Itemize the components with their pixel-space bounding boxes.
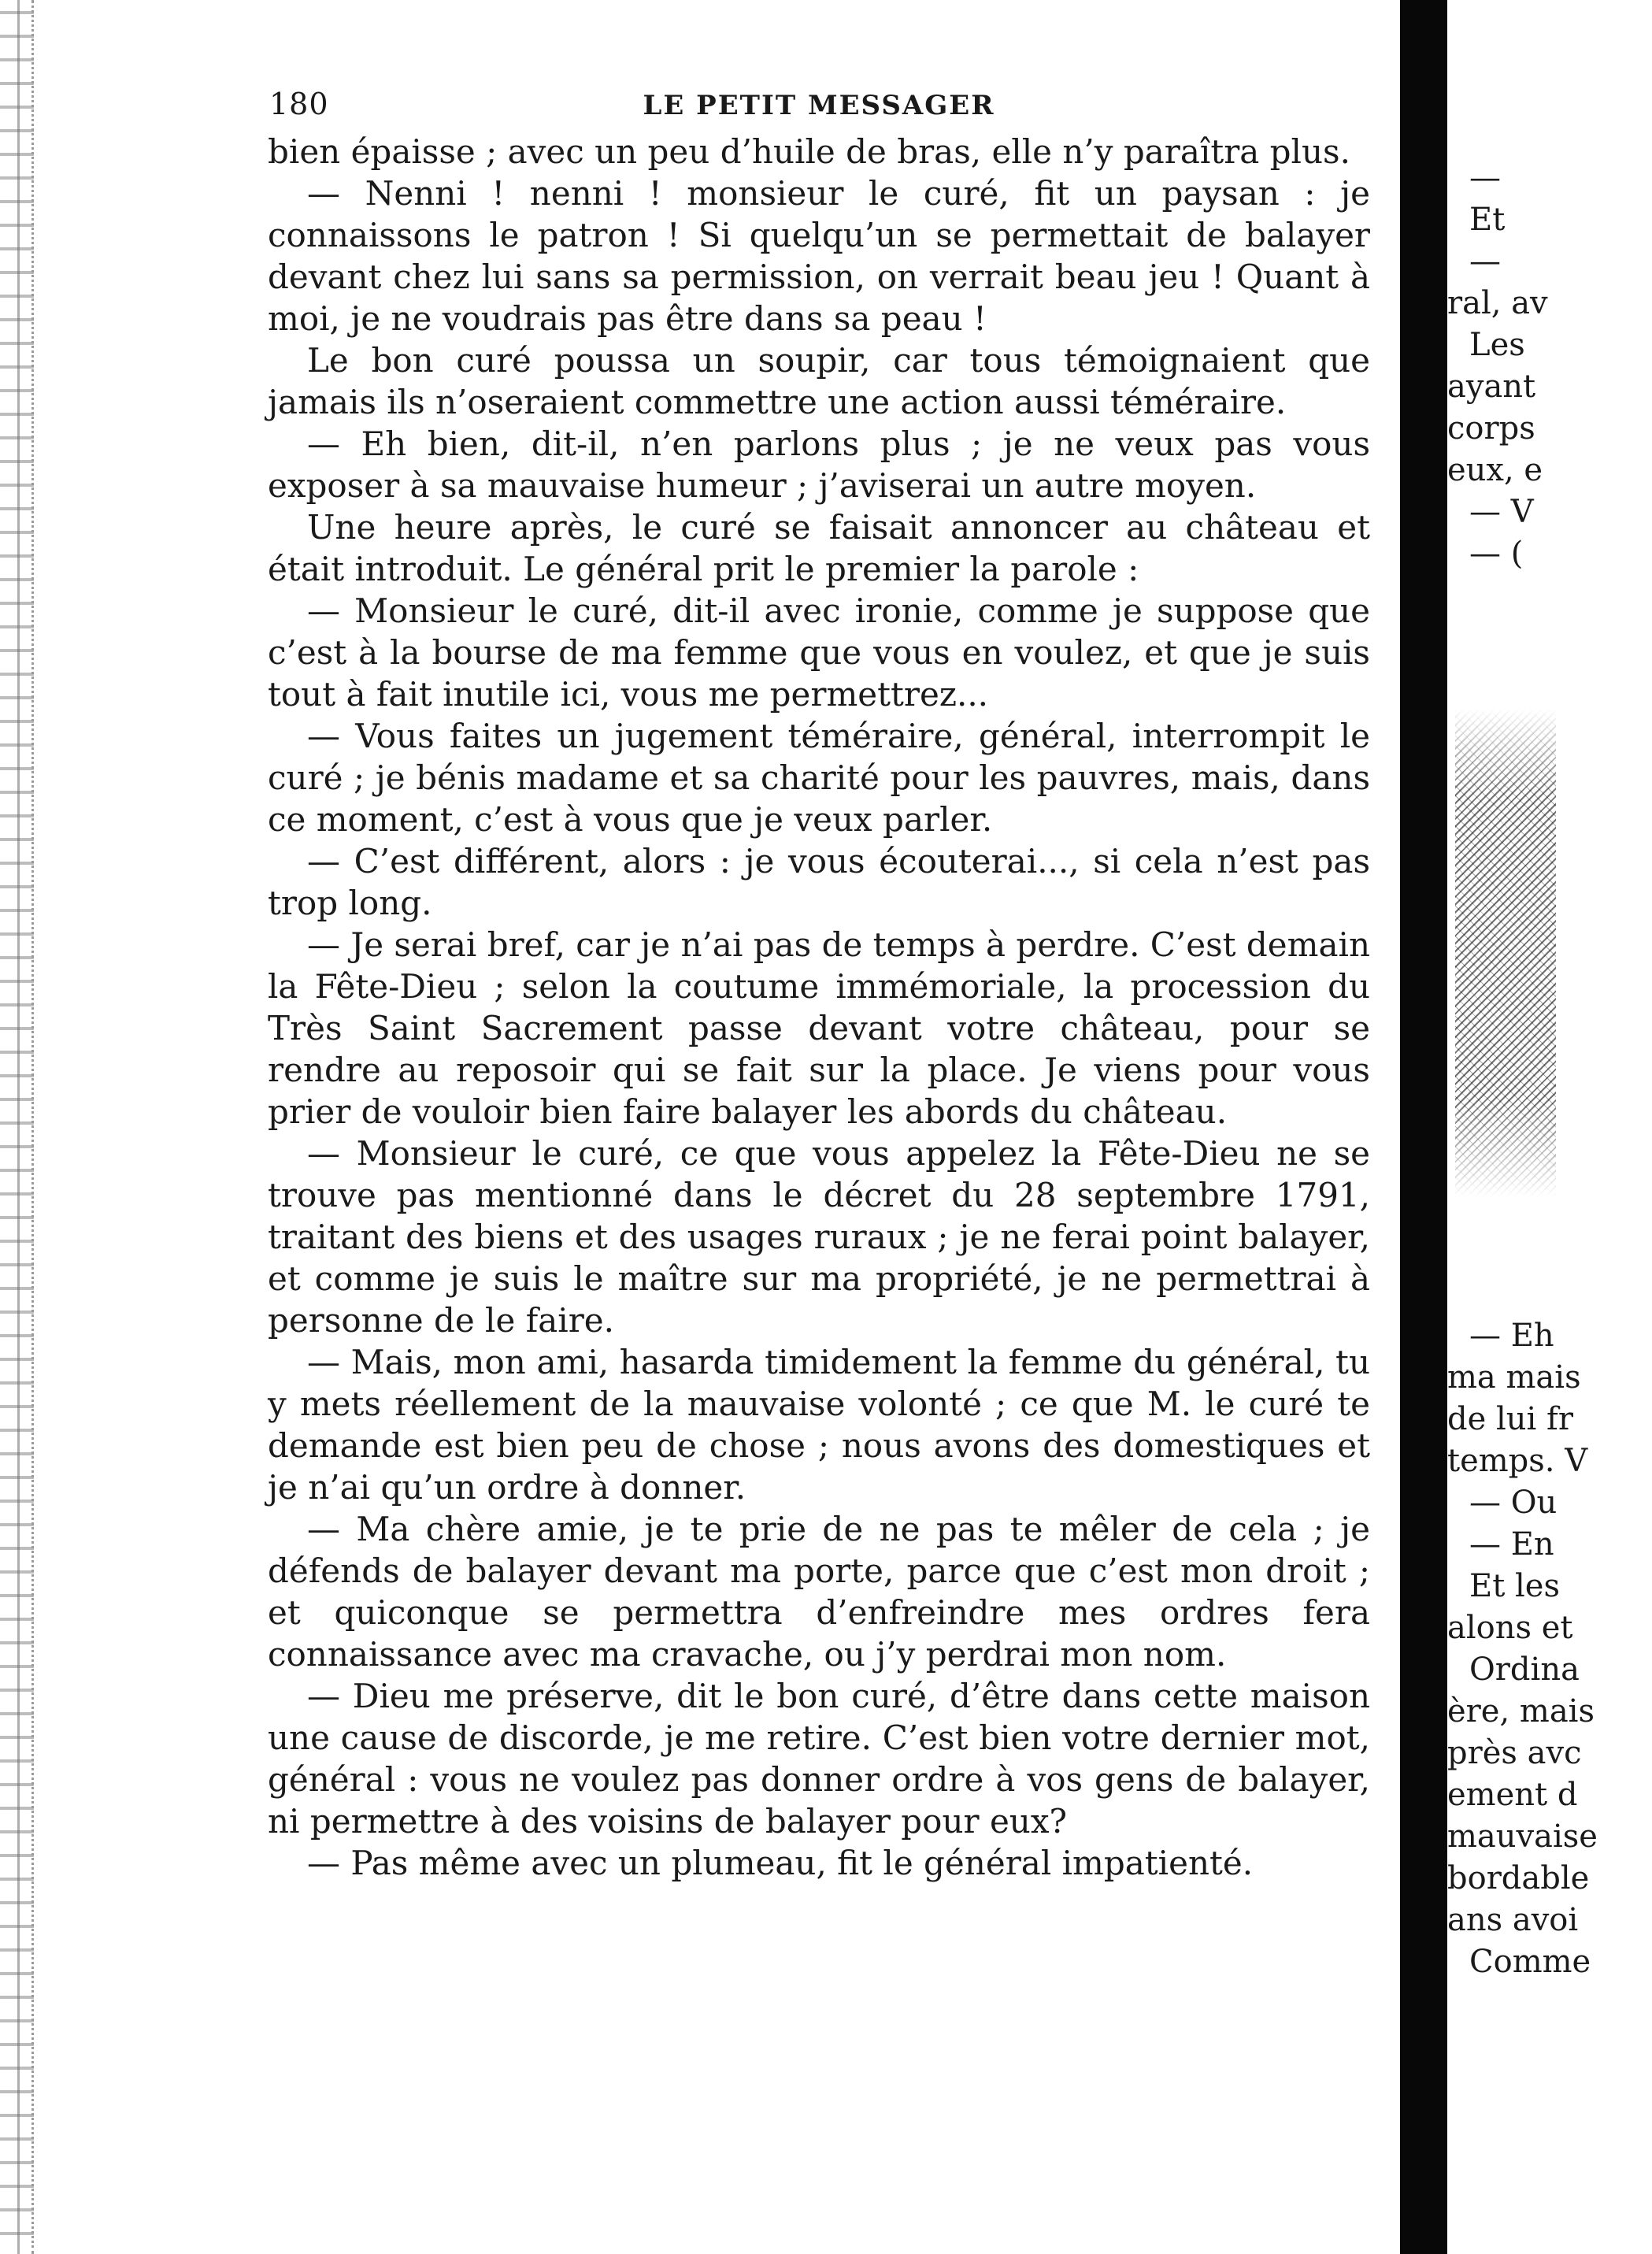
paragraph: bien épaisse ; avec un peu d’huile de bras, elle n’y paraîtra plus. [268, 132, 1350, 171]
adjacent-page-bottom-text [1447, 1315, 1652, 1983]
adjacent-line: — Ou [1469, 1485, 1558, 1521]
adjacent-line: de lui fr [1447, 1401, 1573, 1437]
paragraph: — Monsieur le curé, ce que vous appelez la Fête-Dieu ne se trouve pas mentionné dans le décret du 28 septembre 1791, traitant des biens et des usages ruraux ; je ne ferai point balayer, et comme je suis le maître sur ma propriété, je ne permettrai à personne de le faire. [268, 1134, 1370, 1340]
paragraph: — C’est différent, alors : je vous écouterai..., si cela n’est pas trop long. [268, 842, 1370, 922]
adjacent-line: — [1469, 243, 1501, 280]
adjacent-line: — ( [1469, 536, 1524, 572]
paragraph: — Nenni ! nenni ! monsieur le curé, fit un paysan : je connaissons le patron ! Si quelqu’un se permettait de balayer devant chez lui sans sa permission, on verrait beau jeu ! Quant à moi, je ne voudrais pas être dans sa peau ! [268, 174, 1370, 338]
adjacent-line: temps. V [1447, 1443, 1588, 1479]
paragraph: — Dieu me préserve, dit le bon curé, d’être dans cette maison une cause de discorde, je me retire. C’est bien votre dernier mot, général : vous ne voulez pas donner ordre à vos gens de balayer, ni permettre à des voisins de balayer pour eux? [268, 1677, 1370, 1841]
paragraph: Une heure après, le curé se faisait annoncer au château et était introduit. Le général prit le premier la parole : [268, 508, 1370, 588]
page-number: 180 [269, 87, 329, 121]
gutter-shadow [1400, 0, 1447, 2254]
adjacent-line: ma mais [1447, 1359, 1581, 1396]
adjacent-line: Ordina [1469, 1652, 1580, 1688]
engraving-illustration-fragment [1455, 709, 1556, 1197]
adjacent-line: ayant [1447, 369, 1536, 405]
adjacent-line: — Eh [1469, 1318, 1554, 1354]
paragraph: — Eh bien, dit-il, n’en parlons plus ; je ne veux pas vous exposer à sa mauvaise humeur ; j’aviserai un autre moyen. [268, 424, 1370, 505]
body-text [268, 131, 1370, 1884]
adjacent-line: Et les [1469, 1568, 1560, 1604]
adjacent-page-top-text [1447, 158, 1652, 575]
paragraph: — Pas même avec un plumeau, fit le général impatienté. [307, 1844, 1254, 1882]
adjacent-line: Et [1469, 202, 1506, 238]
paragraph: — Ma chère amie, je te prie de ne pas te mêler de cela ; je défends de balayer devant ma porte, parce que c’est mon droit ; et quiconque se permettra d’enfreindre mes ordres fera connaissance avec ma cravache, ou j’y perdrai mon nom. [268, 1510, 1370, 1674]
adjacent-line: corps [1447, 410, 1535, 447]
adjacent-line: — En [1469, 1526, 1554, 1563]
adjacent-line: Les [1469, 327, 1525, 363]
adjacent-line: — [1469, 160, 1501, 196]
adjacent-line: ère, mais [1447, 1693, 1595, 1729]
paragraph: — Vous faites un jugement téméraire, général, interrompit le curé ; je bénis madame et sa charité pour les pauvres, mais, dans ce moment, c’est à vous que je veux parler. [268, 717, 1370, 839]
paragraph: — Mais, mon ami, hasarda timidement la femme du général, tu y mets réellement de la mauvaise volonté ; ce que M. le curé te demande est bien peu de chose ; nous avons des domestiques et je n’ai qu’un ordre à donner. [268, 1343, 1370, 1507]
running-head [268, 87, 1370, 131]
adjacent-line: eux, e [1447, 452, 1543, 488]
paragraph: Le bon curé poussa un soupir, car tous témoignaient que jamais ils n’oseraient commettre une action aussi téméraire. [268, 341, 1370, 421]
running-title: LE PETIT MESSAGER [643, 90, 995, 121]
paragraph: — Monsieur le curé, dit-il avec ironie, comme je suppose que c’est à la bourse de ma femme que vous en voulez, et que je suis tout à fait inutile ici, vous me permettrez... [268, 591, 1370, 714]
paragraph: — Je serai bref, car je n’ai pas de temps à perdre. C’est demain la Fête-Dieu ; selon la coutume immémoriale, la procession du Très Saint Sacrement passe devant votre château, pour se rendre au reposoir qui se fait sur la place. Je viens pour vous prier de vouloir bien faire balayer les abords du château. [268, 925, 1370, 1131]
adjacent-line: mauvaise [1447, 1818, 1598, 1855]
binding-edge-line [17, 0, 20, 2254]
adjacent-line: bordable [1447, 1860, 1590, 1896]
adjacent-line: ans avoi [1447, 1902, 1579, 1938]
adjacent-line: alons et [1447, 1610, 1573, 1646]
adjacent-line: près avc [1447, 1735, 1582, 1771]
adjacent-line: Comme [1469, 1944, 1591, 1980]
adjacent-line: ral, av [1447, 285, 1548, 321]
adjacent-line: — V [1469, 494, 1534, 530]
book-page [268, 87, 1370, 1884]
adjacent-page-fragment [1447, 0, 1598, 2254]
adjacent-line: ement d [1447, 1777, 1578, 1813]
